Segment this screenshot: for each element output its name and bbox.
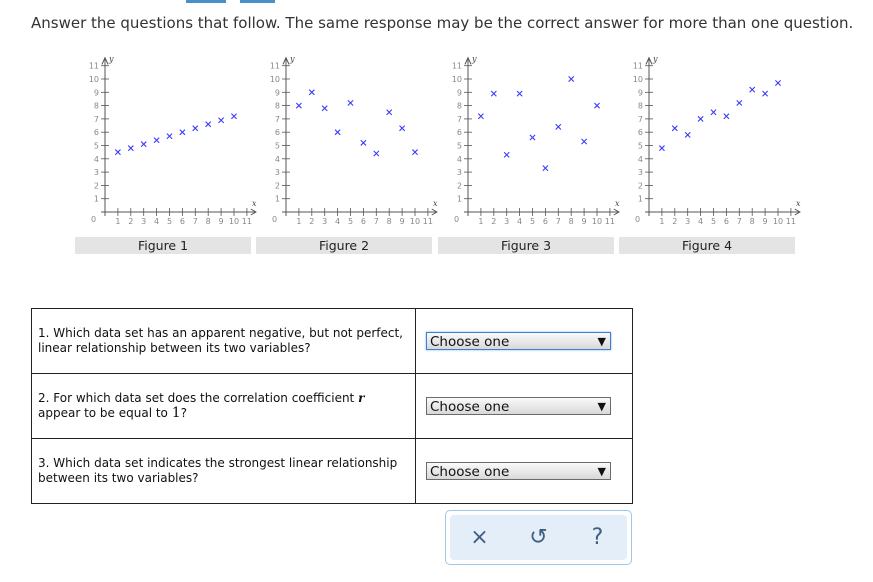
data-point <box>685 132 690 137</box>
x-tick-label: 1 <box>296 217 302 226</box>
question-3-text: 3. Which data set indicates the strongest linear relationship between its two variables? <box>32 439 416 504</box>
x-tick-label: 7 <box>192 217 198 226</box>
y-tick-label: 10 <box>632 75 643 84</box>
y-tick-label: 5 <box>637 141 643 151</box>
y-tick-label: 1 <box>456 194 462 204</box>
dropdown-arrow-icon: ▼ <box>597 465 606 478</box>
data-point <box>582 139 587 144</box>
dropdown-arrow-icon: ▼ <box>597 400 606 413</box>
x-tick-label: 9 <box>399 217 405 226</box>
y-tick-label: 1 <box>93 194 99 204</box>
data-point <box>737 100 742 105</box>
y-tick-label: 5 <box>93 141 99 151</box>
y-tick-label: 11 <box>88 61 99 71</box>
y-tick-label: 7 <box>456 114 462 124</box>
y-tick-label: 4 <box>456 154 462 164</box>
y-tick-label: 7 <box>274 114 280 124</box>
data-point <box>309 90 314 95</box>
x-tick-label: 1 <box>659 217 665 226</box>
correlation-variable: r <box>358 391 365 405</box>
data-point <box>478 114 483 119</box>
scatter-plot-2 <box>256 54 438 237</box>
figure-caption: Figure 2 <box>256 237 432 254</box>
x-tick-label: 11 <box>785 217 796 226</box>
y-tick-label: 9 <box>274 88 280 98</box>
x-tick-label: 5 <box>710 217 717 226</box>
x-axis-label: x <box>433 199 438 208</box>
y-tick-label: 8 <box>274 101 280 111</box>
origin-label: 0 <box>454 215 460 224</box>
x-axis-label: x <box>252 199 257 208</box>
y-tick-label: 2 <box>93 181 99 191</box>
y-tick-label: 7 <box>637 114 643 124</box>
data-point <box>206 122 211 127</box>
y-tick-label: 10 <box>269 75 280 84</box>
data-point <box>128 146 133 151</box>
x-tick-label: 4 <box>698 217 704 226</box>
origin-label: 0 <box>272 215 278 224</box>
clear-icon[interactable]: × <box>470 525 489 550</box>
y-tick-label: 5 <box>274 141 280 151</box>
y-tick-label: 1 <box>274 194 280 204</box>
x-axis-label: x <box>615 199 620 208</box>
x-tick-label: 4 <box>335 217 341 226</box>
question-2-select[interactable] <box>426 397 611 415</box>
figure-caption: Figure 4 <box>619 237 795 254</box>
data-point <box>322 106 327 111</box>
y-tick-label: 6 <box>637 128 643 138</box>
x-tick-label: 3 <box>322 217 328 226</box>
figure-2 <box>256 54 438 255</box>
y-tick-label: 3 <box>637 168 643 178</box>
question-1-select[interactable] <box>426 332 611 350</box>
y-tick-label: 10 <box>88 75 99 84</box>
data-point <box>219 118 224 123</box>
data-point <box>594 103 599 108</box>
instructions-text: Answer the questions that follow. The same response may be the correct answer for more than one question. <box>31 14 854 32</box>
x-tick-label: 11 <box>241 217 252 226</box>
y-axis-label: y <box>290 54 295 64</box>
x-tick-label: 6 <box>179 217 185 226</box>
data-point <box>659 146 664 151</box>
y-tick-label: 11 <box>269 61 280 71</box>
x-tick-label: 2 <box>491 217 497 226</box>
answer-cell-2 <box>416 374 633 439</box>
data-point <box>167 134 172 139</box>
x-tick-label: 10 <box>228 217 240 226</box>
data-point <box>698 116 703 121</box>
top-tab-indicator <box>186 0 226 3</box>
scatter-plot-4 <box>619 54 801 237</box>
data-point <box>296 103 301 108</box>
x-tick-label: 7 <box>555 217 561 226</box>
x-tick-label: 3 <box>685 217 691 226</box>
y-tick-label: 10 <box>451 75 462 84</box>
data-point <box>711 110 716 115</box>
answer-cell-1 <box>416 309 633 374</box>
data-point <box>491 91 496 96</box>
data-point <box>348 100 353 105</box>
y-tick-label: 8 <box>456 101 462 111</box>
data-point <box>180 130 185 135</box>
data-point <box>154 138 159 143</box>
answer-cell-3 <box>416 439 633 504</box>
x-tick-label: 2 <box>128 217 134 226</box>
x-tick-label: 6 <box>542 217 548 226</box>
figure-caption: Figure 3 <box>438 237 614 254</box>
x-tick-label: 4 <box>517 217 523 226</box>
x-axis-label: x <box>796 199 801 208</box>
figure-3 <box>438 54 620 255</box>
y-tick-label: 9 <box>456 88 462 98</box>
x-tick-label: 10 <box>409 217 421 226</box>
help-icon[interactable]: ? <box>591 525 604 550</box>
y-tick-label: 9 <box>93 88 99 98</box>
correlation-value: 1 <box>171 405 181 421</box>
figure-caption: Figure 1 <box>75 237 251 254</box>
x-tick-label: 5 <box>347 217 354 226</box>
question-2-text: 2. For which data set does the correlation coefficient r appear to be equal to 1? <box>32 374 416 439</box>
x-tick-label: 2 <box>309 217 315 226</box>
x-tick-label: 3 <box>141 217 147 226</box>
x-tick-label: 10 <box>591 217 603 226</box>
y-tick-label: 2 <box>456 181 462 191</box>
y-tick-label: 11 <box>632 61 643 71</box>
origin-label: 0 <box>91 215 97 224</box>
data-point <box>231 114 236 119</box>
y-tick-label: 4 <box>274 154 280 164</box>
data-point <box>530 135 535 140</box>
y-tick-label: 6 <box>456 128 462 138</box>
question-row-1 <box>32 309 633 374</box>
data-point <box>115 150 120 155</box>
x-tick-label: 9 <box>581 217 587 226</box>
data-point <box>141 142 146 147</box>
y-tick-label: 6 <box>274 128 280 138</box>
x-tick-label: 2 <box>672 217 678 226</box>
y-tick-label: 4 <box>93 154 99 164</box>
x-tick-label: 7 <box>736 217 742 226</box>
y-tick-label: 3 <box>274 168 280 178</box>
x-tick-label: 4 <box>154 217 160 226</box>
x-tick-label: 8 <box>568 217 574 226</box>
undo-icon[interactable]: ↺ <box>529 525 548 550</box>
questions-table <box>31 308 633 504</box>
x-tick-label: 3 <box>504 217 510 226</box>
x-tick-label: 5 <box>529 217 536 226</box>
select-value: Choose one <box>430 399 510 415</box>
y-tick-label: 11 <box>451 61 462 71</box>
y-tick-label: 6 <box>93 128 99 138</box>
data-point <box>750 87 755 92</box>
x-tick-label: 8 <box>205 217 211 226</box>
question-3-select[interactable] <box>426 462 611 480</box>
y-tick-label: 3 <box>93 168 99 178</box>
x-tick-label: 8 <box>749 217 755 226</box>
x-tick-label: 11 <box>422 217 433 226</box>
data-point <box>543 166 548 171</box>
data-point <box>412 150 417 155</box>
x-tick-label: 5 <box>166 217 173 226</box>
x-tick-label: 8 <box>386 217 392 226</box>
y-axis-label: y <box>472 54 477 64</box>
x-tick-label: 10 <box>772 217 784 226</box>
question-row-2 <box>32 374 633 439</box>
x-tick-label: 6 <box>360 217 366 226</box>
x-tick-label: 6 <box>723 217 729 226</box>
figure-1 <box>75 54 257 255</box>
dropdown-arrow-icon: ▼ <box>597 335 606 348</box>
data-point <box>193 126 198 131</box>
y-axis-label: y <box>109 54 114 64</box>
question-row-3 <box>32 439 633 504</box>
y-tick-label: 8 <box>93 101 99 111</box>
data-point <box>724 114 729 119</box>
data-point <box>775 80 780 85</box>
origin-label: 0 <box>635 215 641 224</box>
select-value: Choose one <box>430 334 510 350</box>
data-point <box>672 126 677 131</box>
data-point <box>763 91 768 96</box>
scatter-plot-1 <box>75 54 257 237</box>
data-point <box>374 151 379 156</box>
y-tick-label: 2 <box>637 181 643 191</box>
y-tick-label: 9 <box>637 88 643 98</box>
y-axis-label: y <box>653 54 658 64</box>
y-tick-label: 8 <box>637 101 643 111</box>
select-value: Choose one <box>430 464 510 480</box>
y-tick-label: 5 <box>456 141 462 151</box>
y-tick-label: 4 <box>637 154 643 164</box>
y-tick-label: 3 <box>456 168 462 178</box>
x-tick-label: 7 <box>373 217 379 226</box>
figure-4 <box>619 54 801 255</box>
scatter-plot-3 <box>438 54 620 237</box>
top-tab-indicator <box>240 0 275 3</box>
data-point <box>387 110 392 115</box>
toolbar-inner <box>450 515 627 560</box>
x-tick-label: 9 <box>762 217 768 226</box>
answer-toolbar <box>445 510 632 565</box>
y-tick-label: 7 <box>93 114 99 124</box>
x-tick-label: 11 <box>604 217 615 226</box>
data-point <box>361 140 366 145</box>
x-tick-label: 1 <box>115 217 121 226</box>
question-1-text: 1. Which data set has an apparent negative, but not perfect, linear relationship between its two variables? <box>32 309 416 374</box>
x-tick-label: 9 <box>218 217 224 226</box>
y-tick-label: 2 <box>274 181 280 191</box>
data-point <box>400 126 405 131</box>
data-point <box>556 124 561 129</box>
data-point <box>504 152 509 157</box>
data-point <box>335 130 340 135</box>
data-point <box>569 76 574 81</box>
x-tick-label: 1 <box>478 217 484 226</box>
data-point <box>517 91 522 96</box>
y-tick-label: 1 <box>637 194 643 204</box>
